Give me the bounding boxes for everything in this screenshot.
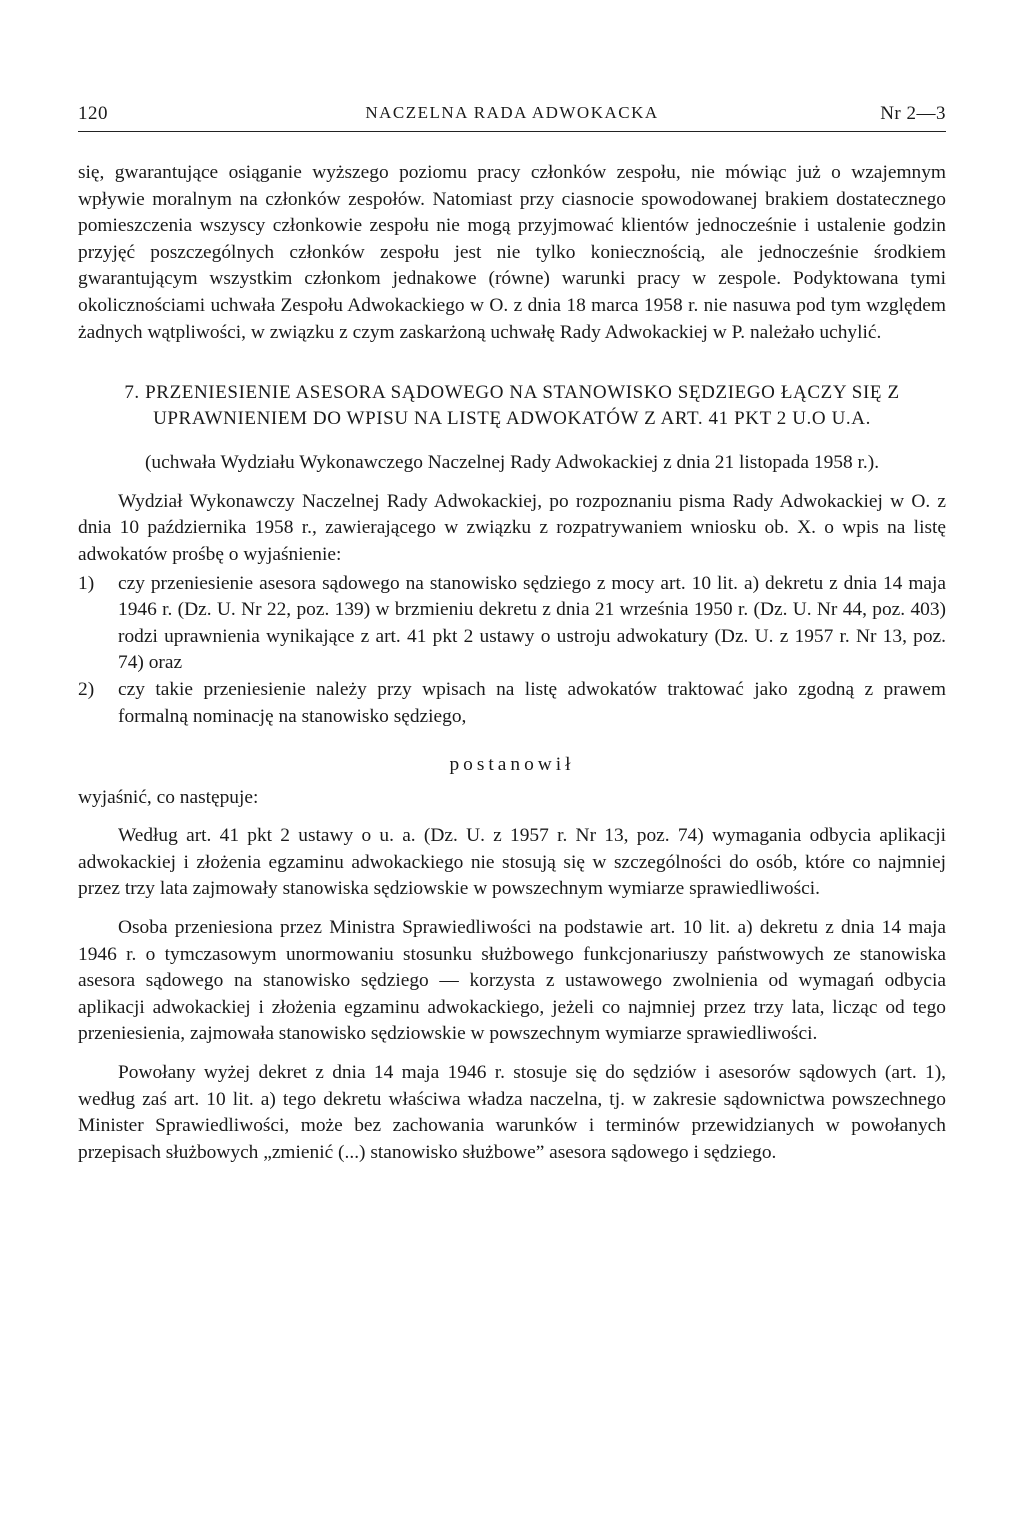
page-number: 120 bbox=[78, 103, 108, 124]
running-header bbox=[78, 103, 946, 132]
resolution-citation: (uchwała Wydziału Wykonawczego Naczelnej Rady Adwokackiej z dnia 21 listopada 1958 r.). bbox=[144, 452, 880, 474]
paragraph-intro: wyjaśnić, co następuje: bbox=[78, 786, 259, 808]
journal-title: NACZELNA RADA ADWOKACKA bbox=[365, 103, 659, 122]
list-item bbox=[78, 677, 946, 730]
paragraph-article-41: Według art. 41 pkt 2 ustawy o u. a. (Dz. U. z 1957 r. Nr 13, poz. 74) wymagania odbycia aplikacji adwokackiej i złożenia egzaminu adwokackiego nie stosują się w szczególności do osób, które co najmniej przez trzy lata zajmowały stanowiska sędziowskie w powszechnym wymiarze sprawiedliwości. bbox=[78, 825, 946, 900]
list-item-text: czy takie przeniesienie należy przy wpisach na listę adwokatów traktować jako zgodną z prawem formalną nominację na stanowisko sędziego, bbox=[118, 678, 946, 727]
paragraph-continued: się, gwarantujące osiąganie wyższego poziomu pracy członków zespołu, nie mówiąc już o wzajemnym wpływie moralnym na członków zespołów. Natomiast przy ciasnocie spowodowanej brakiem dostatecznego pomieszczenia wszyscy członkowie zespołu nie mogą przyjmować klientów jednocześnie i ustalenie godzin przyjęć poszczególnych członków zespołu jest nie tylko koniecznością, ale jednocześnie środkiem gwarantującym wszystkim członkom jednakowe (równe) warunki pracy w zespole. Podyktowana tymi okolicznościami uchwała Zespołu Adwokackiego w O. z dnia 18 marca 1958 r. nie nasuwa pod tym względem żadnych wątpliwości, w związku z czym zaskarżoną uchwałę Rady Adwokackiej w P. należało uchylić. bbox=[78, 162, 946, 343]
paragraph-transfer: Osoba przeniesiona przez Ministra Sprawiedliwości na podstawie art. 10 lit. a) dekretu z dnia 14 maja 1946 r. o tymczasowym unormowaniu stosunku służbowego funkcjonariuszy państwowych ze stanowiska asesora sądowego na stanowisko sędziego — korzysta z ustawowego zwolnienia od wymagań odbycia aplikacji adwokackiej i złożenia egzaminu adwokackiego, jeżeli co najmniej przez trzy lata, licząc od tego przeniesienia, zajmowała stanowisko sędziowskie w powszechnym wymiarze sprawiedliwości. bbox=[78, 917, 946, 1045]
issue-number: Nr 2—3 bbox=[880, 103, 946, 124]
paragraph-request: Wydział Wykonawczy Naczelnej Rady Adwokackiej, po rozpoznaniu pisma Rady Adwokackiej w O. z dnia 10 października 1958 r., zawierającego w związku z rozpatrywaniem wniosku ob. X. o wpis na listę adwokatów prośbę o wyjaśnienie: bbox=[78, 490, 946, 565]
list-marker: 2) bbox=[78, 678, 95, 700]
document-body bbox=[78, 160, 946, 1166]
question-list bbox=[78, 571, 946, 731]
list-item-text: czy przeniesienie asesora sądowego na stanowisko sędziego z mocy art. 10 lit. a) dekretu z dnia 14 maja 1946 r. (Dz. U. Nr 22, poz. 139) w brzmieniu dekretu z dnia 21 września 1950 r. (Dz. U. Nr 44, poz. 403) rodzi uprawnienia wynikające z art. 41 pkt 2 ustawy o ustroju adwokatury (Dz. U. z 1957 r. Nr 13, poz. 74) oraz bbox=[118, 572, 946, 674]
decision-word: postanowił bbox=[449, 754, 575, 776]
list-marker: 1) bbox=[78, 572, 95, 594]
section-title: 7. PRZENIESIENIE ASESORA SĄDOWEGO NA STANOWISKO SĘDZIEGO ŁĄCZY SIĘ Z UPRAWNIENIEM DO WPISU NA LISTĘ ADWOKATÓW Z ART. 41 PKT 2 U.O U.A. bbox=[124, 382, 900, 430]
list-item bbox=[78, 571, 946, 677]
paragraph-decree: Powołany wyżej dekret z dnia 14 maja 1946 r. stosuje się do sędziów i asesorów sądowych (art. 1), według zaś art. 10 lit. a) tego dekretu właściwa władza naczelna, tj. w zakresie sądownictwa powszechnego Minister Sprawiedliwości, może bez zachowania warunków i terminów przewidzianych w powołanych przepisach służbowych „zmienić (...) stanowisko służbowe” asesora sądowego i sędziego. bbox=[78, 1062, 946, 1163]
